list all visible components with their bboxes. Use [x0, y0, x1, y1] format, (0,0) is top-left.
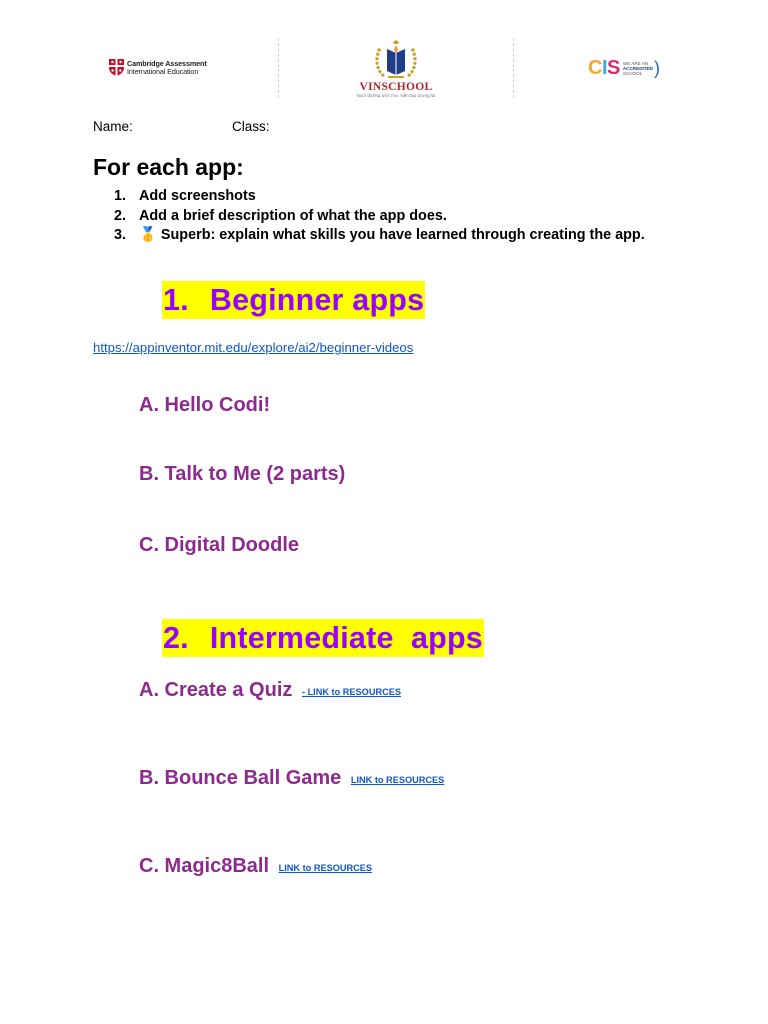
- cis-letter-i: I: [601, 57, 608, 79]
- app-title: A. Create a Quiz: [139, 679, 293, 701]
- section-heading-beginner: [162, 281, 425, 319]
- vinschool-tagline: Nuôi dưỡng ước mơ, kiến tạo tương lai: [356, 93, 436, 98]
- beginner-videos-link[interactable]: https://appinventor.mit.edu/explore/ai2/beginner-videos: [93, 340, 414, 355]
- cis-arc-icon: ): [653, 58, 660, 78]
- instructions-heading: For each app:: [93, 154, 244, 180]
- cambridge-line-1: Cambridge Assessment: [127, 58, 207, 68]
- cis-logo-cell: [512, 38, 676, 98]
- app-talk-to-me: B. Talk to Me (2 parts): [139, 463, 346, 485]
- cambridge-shield-icon: [109, 59, 124, 76]
- resources-link[interactable]: LINK to RESOURCES: [278, 863, 373, 873]
- app-create-a-quiz: [139, 679, 401, 702]
- cis-letter-c: C: [588, 57, 602, 79]
- cis-line-2: ACCREDITED: [622, 65, 653, 71]
- cambridge-logo-cell: [92, 38, 278, 98]
- list-item: [114, 187, 674, 207]
- app-hello-codi: A. Hello Codi!: [139, 394, 271, 416]
- resources-link[interactable]: LINK to RESOURCES: [350, 775, 445, 785]
- cis-line-1: WE ARE AN: [622, 60, 649, 66]
- vinschool-logo-cell: [278, 38, 514, 98]
- vinschool-crest-icon: [371, 40, 421, 82]
- app-magic8ball: [139, 855, 372, 878]
- list-item-text: Add a brief description of what the app does.: [139, 207, 447, 224]
- cis-letter-s: S: [607, 57, 620, 79]
- class-label: Class:: [232, 119, 270, 134]
- list-item-number: 3.: [114, 227, 127, 243]
- header-logos: [92, 38, 676, 100]
- vinschool-name: VINSCHOOL: [359, 81, 433, 93]
- list-item: [114, 207, 674, 227]
- app-title: B. Bounce Ball Game: [139, 767, 342, 789]
- section-heading-intermediate: [162, 619, 484, 657]
- cis-logo: [588, 57, 660, 80]
- section-number: 1.: [163, 283, 189, 317]
- list-item-text: Add screenshots: [139, 188, 256, 204]
- section-title: Beginner apps: [209, 283, 425, 317]
- resources-link[interactable]: - LINK to RESOURCES: [301, 687, 401, 697]
- vinschool-logo: [279, 40, 513, 98]
- list-item-number: 2.: [114, 207, 127, 224]
- cambridge-line-2: International Education: [127, 66, 199, 76]
- section-number: 2.: [163, 621, 189, 655]
- list-item-text: 🥇 Superb: explain what skills you have learned through creating the app.: [139, 227, 645, 243]
- app-digital-doodle: C. Digital Doodle: [139, 534, 299, 556]
- cis-line-3: SCHOOL: [622, 71, 643, 77]
- app-bounce-ball-game: [139, 767, 444, 790]
- instructions-list: [114, 187, 674, 246]
- app-title: C. Magic8Ball: [139, 855, 270, 877]
- list-item: [114, 226, 674, 246]
- list-item-number: 1.: [114, 188, 127, 204]
- name-label: Name:: [93, 119, 133, 134]
- section-title: Intermediate apps: [209, 621, 483, 655]
- cambridge-logo: [109, 59, 207, 76]
